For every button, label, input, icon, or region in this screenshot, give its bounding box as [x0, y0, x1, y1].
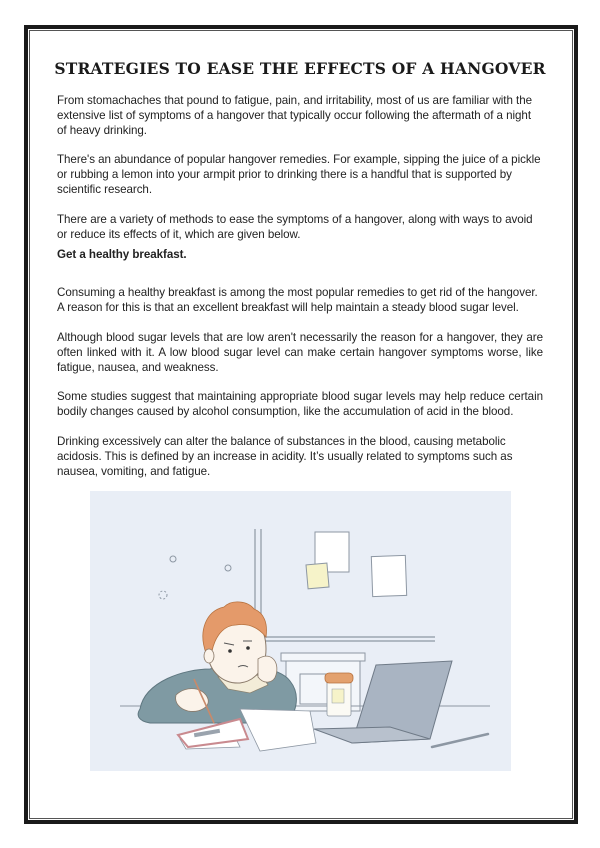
page-title: STRATEGIES TO EASE THE EFFECTS OF A HANGOVER	[54, 59, 546, 78]
intro-paragraph-1: From stomachaches that pound to fatigue, pain, and irritability, most of us are familiar with the extensive list of symptoms of a hangover that typically occur following the aftermath of a night of heavy drinking.	[57, 94, 533, 137]
intro-paragraph-3: There are a variety of methods to ease the symptoms of a hangover, along with ways to avoid or reduce its effects of it, which are given below.	[57, 213, 533, 241]
coffee-cup	[325, 673, 353, 716]
wall-note	[306, 563, 329, 589]
section-heading: Get a healthy breakfast.	[57, 248, 187, 261]
man-eye-left	[228, 649, 232, 653]
man-ear	[204, 649, 214, 663]
hangover-illustration	[90, 491, 511, 771]
man-eye-right	[246, 646, 250, 650]
section-paragraph-4: Drinking excessively can alter the balance of substances in the blood, causing metabolic acidosis. This is defined by an increase in acidity. It’s usually related to symptoms such as nausea, vomiting, and fatigue.	[57, 435, 513, 478]
section-paragraph-1: Consuming a healthy breakfast is among the most popular remedies to get rid of the hangover. A reason for this is that an excellent breakfast will help maintain a steady blood sugar level.	[57, 286, 538, 314]
wall-paper-2	[371, 555, 406, 596]
man-hand-cheek	[258, 656, 277, 682]
section-paragraph-2: Although blood sugar levels that are low aren't necessarily the reason for a hangover, they are often linked with it. A low blood sugar level can make certain hangover symptoms worse, like fatigue, nausea, and weakness.	[57, 331, 543, 374]
intro-paragraph-2: There's an abundance of popular hangover remedies. For example, sipping the juice of a pickle or rubbing a lemon into your armpit prior to drinking there is a handful that is supported by scientific research.	[57, 153, 541, 196]
section-paragraph-3: Some studies suggest that maintaining appropriate blood sugar levels may help reduce certain bodily changes caused by alcohol consumption, like the accumulation of acid in the blood.	[57, 390, 543, 418]
